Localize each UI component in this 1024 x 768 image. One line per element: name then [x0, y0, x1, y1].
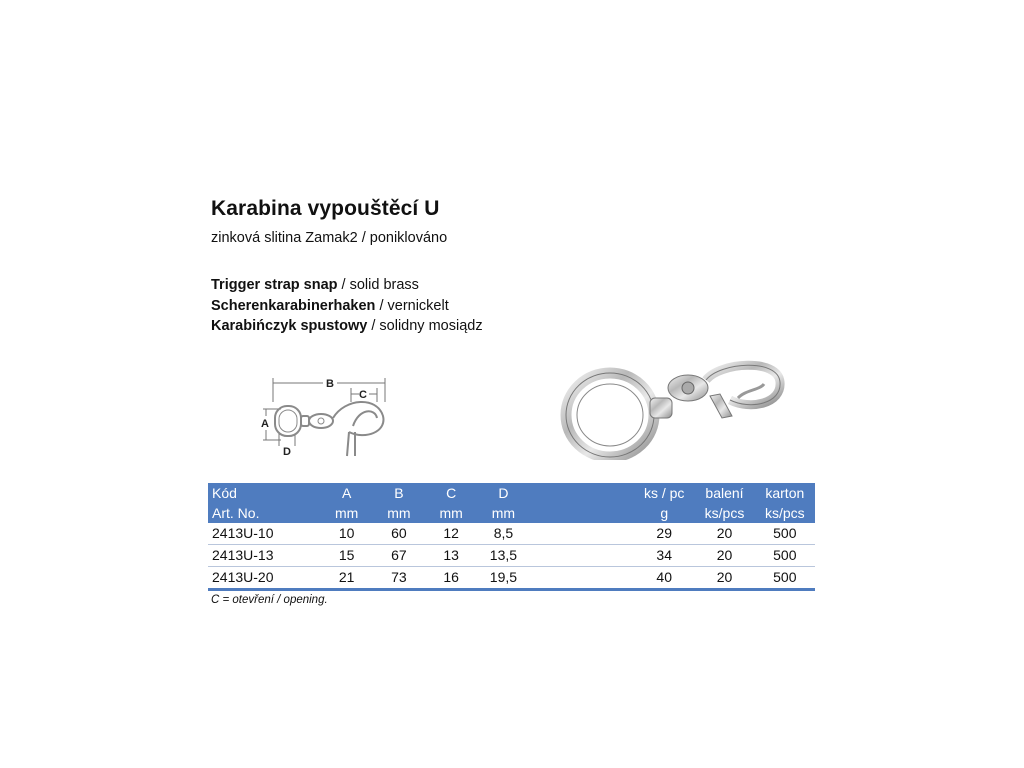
- table-cell: 16: [425, 567, 477, 590]
- table-header-row: [208, 483, 815, 503]
- header-cell: mm: [477, 503, 529, 523]
- dim-label-d: D: [283, 446, 291, 458]
- table-cell: 34: [634, 545, 694, 567]
- table-cell: 2413U-10: [208, 523, 321, 545]
- table-row: [208, 567, 815, 590]
- header-cell: balení: [694, 483, 754, 503]
- header-cell: Art. No.: [208, 503, 321, 523]
- name-line-en: Trigger strap snap / solid brass: [211, 277, 419, 293]
- header-cell: mm: [425, 503, 477, 523]
- header-cell: Kód: [208, 483, 321, 503]
- header-gap: [530, 503, 635, 523]
- footnote: C = otevření / opening.: [211, 594, 328, 606]
- header-cell: mm: [321, 503, 373, 523]
- product-photo: [560, 360, 790, 460]
- table-cell: 67: [373, 545, 425, 567]
- dim-label-a: A: [261, 418, 269, 430]
- table-gap: [530, 567, 635, 590]
- header-cell: C: [425, 483, 477, 503]
- header-gap: [530, 483, 635, 503]
- header-cell: B: [373, 483, 425, 503]
- header-cell: D: [477, 483, 529, 503]
- table-cell: 20: [694, 567, 754, 590]
- header-cell: ks/pcs: [755, 503, 815, 523]
- name-line-de: Scherenkarabinerhaken / vernickelt: [211, 297, 449, 314]
- table-cell: 8,5: [477, 523, 529, 545]
- product-subtitle: zinková slitina Zamak2 / poniklováno: [211, 230, 448, 246]
- table-cell: 2413U-20: [208, 567, 321, 590]
- product-title: Karabina vypouštěcí U: [211, 197, 440, 220]
- header-cell: ks / pc: [634, 483, 694, 503]
- table-cell: 19,5: [477, 567, 529, 590]
- table-gap: [530, 523, 635, 545]
- table-cell: 20: [694, 523, 754, 545]
- name-line-pl: Karabińczyk spustowy / solidny mosiądz: [211, 318, 483, 334]
- table-row: [208, 523, 815, 545]
- header-cell: karton: [755, 483, 815, 503]
- table-cell: 13: [425, 545, 477, 567]
- dim-label-b: B: [326, 378, 334, 390]
- table-cell: 10: [321, 523, 373, 545]
- header-cell: ks/pcs: [694, 503, 754, 523]
- product-names: [211, 275, 483, 337]
- table-cell: 2413U-13: [208, 545, 321, 567]
- spec-table: [208, 483, 815, 591]
- table-cell: 500: [755, 523, 815, 545]
- table-cell: 20: [694, 545, 754, 567]
- table-cell: 21: [321, 567, 373, 590]
- table-cell: 73: [373, 567, 425, 590]
- table-gap: [530, 545, 635, 567]
- table-cell: 12: [425, 523, 477, 545]
- dim-label-c: C: [359, 389, 367, 401]
- table-cell: 13,5: [477, 545, 529, 567]
- table-cell: 60: [373, 523, 425, 545]
- table-cell: 15: [321, 545, 373, 567]
- dimension-diagram: [255, 372, 395, 464]
- table-cell: 500: [755, 567, 815, 590]
- header-cell: g: [634, 503, 694, 523]
- header-cell: A: [321, 483, 373, 503]
- table-row: [208, 545, 815, 567]
- table-cell: 500: [755, 545, 815, 567]
- table-cell: 40: [634, 567, 694, 590]
- table-cell: 29: [634, 523, 694, 545]
- header-cell: mm: [373, 503, 425, 523]
- table-units-row: [208, 503, 815, 523]
